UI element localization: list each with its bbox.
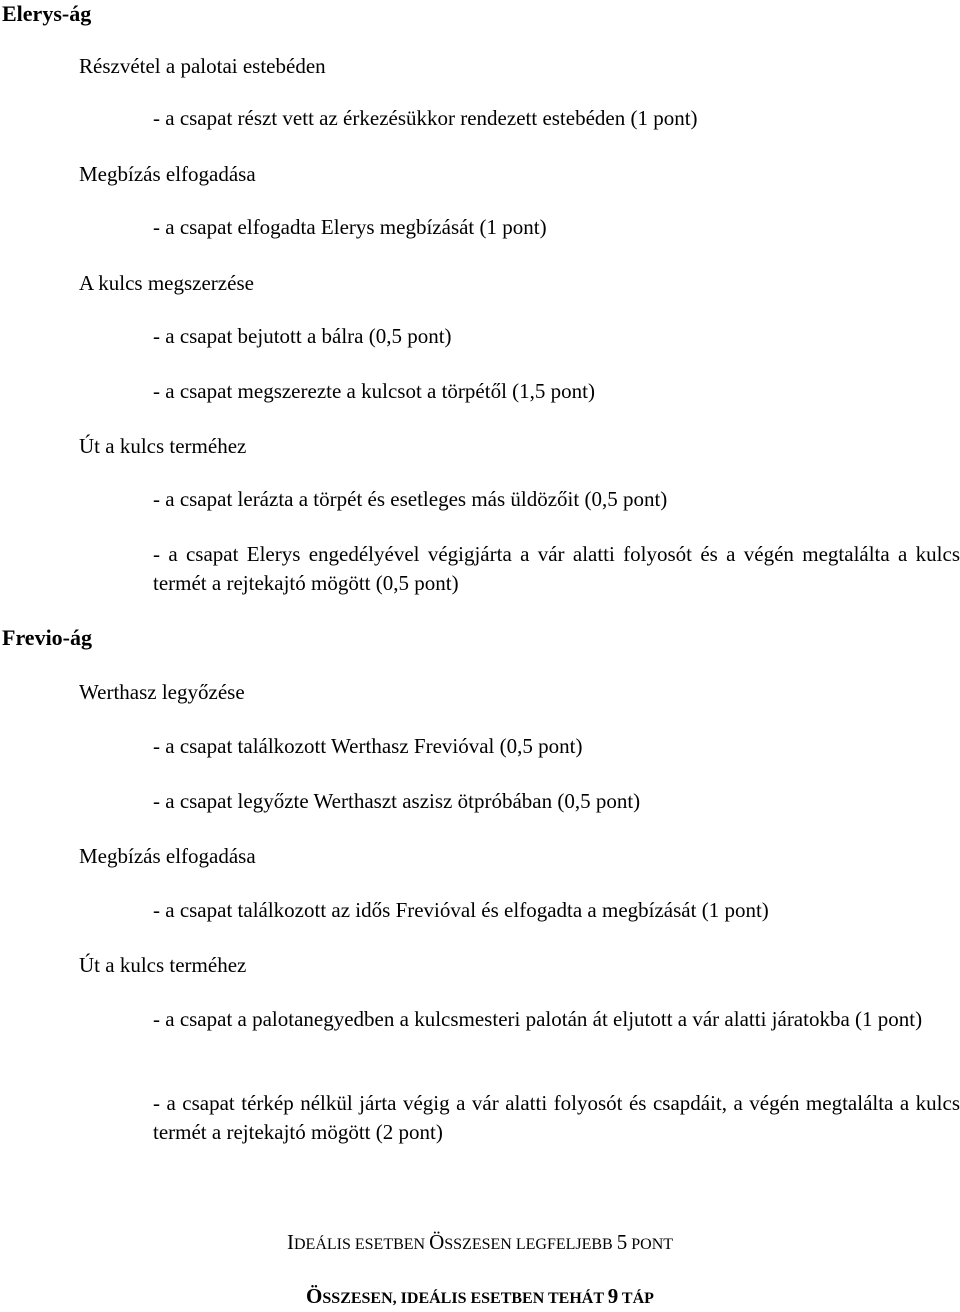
list-item: - a csapat legyőzte Werthaszt aszisz ötpróbában (0,5 pont) [153, 789, 641, 813]
list-item: - a csapat bejutott a bálra (0,5 pont) [153, 324, 452, 348]
subheading-kulcs: A kulcs megszerzése [79, 271, 254, 295]
points-number: 5 [616, 1230, 628, 1254]
list-item: - a csapat térkép nélkül járta végig a vár alatti folyosót és csapdáit, a végén megtalálta a kulcs termét a rejtekajtó mögött (2 pont) [153, 1091, 960, 1144]
subheading-megbizas-2: Megbízás elfogadása [79, 844, 256, 868]
summary-max-points [0, 1229, 960, 1258]
list-item: - a csapat a palotanegyedben a kulcsmesteri palotán át eljutott a vár alatti járatokba (1 pont) [153, 1007, 923, 1031]
list-item: - a csapat Elerys engedélyével végigjárta a vár alatti folyosót és a végén megtalálta a kulcs termét a rejtekajtó mögött (0,5 pont) [153, 542, 960, 595]
section-title-elerys: Elerys-ág [2, 1, 92, 26]
list-item: - a csapat megszerezte a kulcsot a törpétől (1,5 pont) [153, 379, 595, 403]
points-number: 9 [607, 1284, 619, 1308]
list-item: - a csapat lerázta a törpét és esetleges más üldözőit (0,5 pont) [153, 487, 668, 511]
list-item: - a csapat részt vett az érkezésükkor rendezett estebéden (1 pont) [153, 106, 698, 130]
smallcaps-text: DEÁLIS ESETBEN [293, 1236, 430, 1253]
subheading-megbizas: Megbízás elfogadása [79, 162, 256, 186]
smallcaps-initial: Ö [306, 1284, 323, 1308]
smallcaps-initial: I [286, 1230, 294, 1254]
section-title-frevio: Frevio-ág [2, 625, 93, 650]
subheading-werthasz: Werthasz legyőzése [79, 680, 245, 704]
smallcaps-text: SSZESEN, IDEÁLIS ESETBEN TEHÁT [322, 1290, 608, 1307]
list-item: - a csapat találkozott Werthasz Frevióval (0,5 pont) [153, 734, 583, 758]
smallcaps-text: PONT [627, 1236, 674, 1253]
subheading-ut: Út a kulcs terméhez [79, 434, 247, 458]
smallcaps-initial: Ö [429, 1230, 445, 1254]
subheading-estebed: Részvétel a palotai estebéden [79, 54, 326, 78]
list-item: - a csapat elfogadta Elerys megbízását (1 pont) [153, 215, 547, 239]
smallcaps-text: SSZESEN LEGFELJEBB [444, 1236, 617, 1253]
smallcaps-text: TÁP [618, 1290, 654, 1307]
list-item: - a csapat találkozott az idős Frevióval és elfogadta a megbízását (1 pont) [153, 898, 769, 922]
subheading-ut-2: Út a kulcs terméhez [79, 953, 247, 977]
